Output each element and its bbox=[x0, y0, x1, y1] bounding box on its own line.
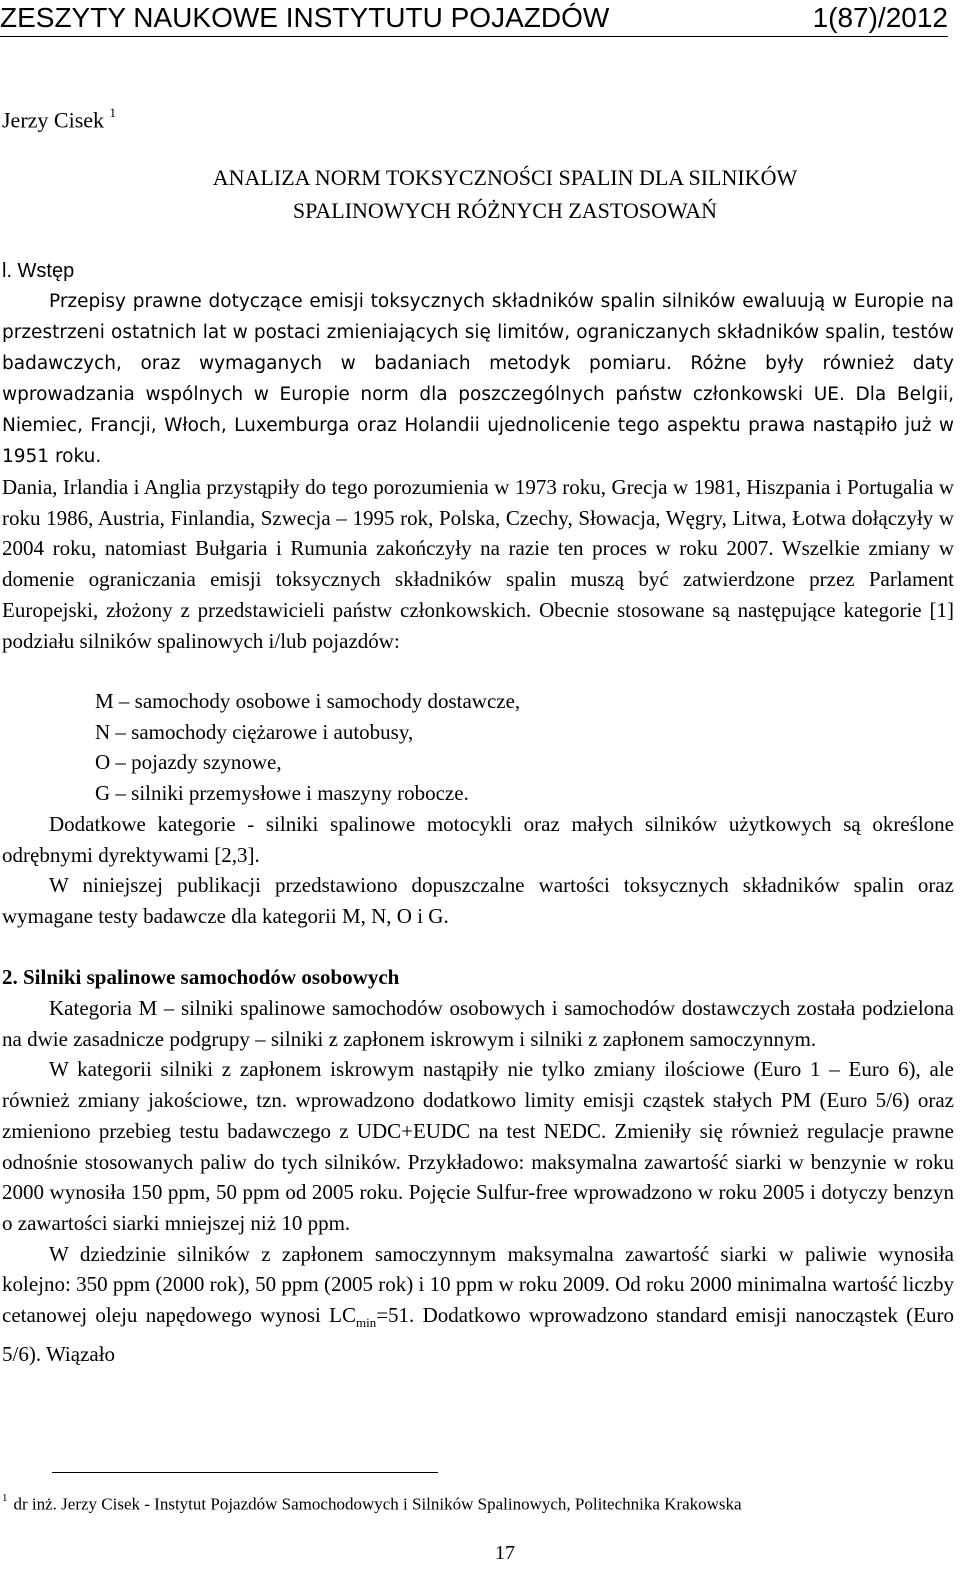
page-number: 17 bbox=[495, 1542, 515, 1564]
list-item: N – samochody ciężarowe i autobusy, bbox=[95, 719, 414, 744]
journal-issue: 1(87)/2012 bbox=[812, 2, 948, 33]
paragraph-text-part: =51. Dodatkowo wprowadzono standard emisji nanocząstek (Euro 5/6). Wiązało bbox=[2, 1303, 954, 1366]
category-list bbox=[95, 686, 520, 809]
paragraph-text: Dania, Irlandia i Anglia przystąpiły do tego porozumienia w 1973 roku, Grecja w 1981, Hiszpania i Portugalia w roku 1986, Austria, Finlandia, Szwecja – 1995 rok, Polska, Czechy, Słowacja, Węgry, Litwa, Łotwa dołączyły w 2004 roku, natomiast Bułgaria i Rumunia zakończyły na razie ten proces w roku 2007. Wszelkie zmiany w domenie ograniczania emisji toksycznych składników spalin muszą być zatwierdzone przez Parlament Europejski, złożony z przedstawicieli państw członkowskich. Obecnie stosowane są następujące kategorie [1] podziału silników spalinowych i/lub pojazdów: bbox=[2, 475, 954, 653]
list-item: O – pojazdy szynowe, bbox=[95, 750, 282, 775]
paragraph-text: W niniejszej publikacji przedstawiono dopuszczalne wartości toksycznych składników spalin oraz wymagane testy badawcze dla kategorii M, N, O i G. bbox=[2, 873, 954, 929]
paragraph-text: W kategorii silniki z zapłonem iskrowym nastąpiły nie tylko zmiany ilościowe (Euro 1 – Euro 6), ale również zmiany jakościowe, tzn. wprowadzono dodatkowo limity emisji cząstek stałych PM (Euro 5/6) oraz zmieniono przebieg testu badawczego z UDC+EUDC na test NEDC. Zmieniły się również regulacje prawne odnośnie stosowanych paliw do tych silników. Przykładowo: maksymalna zawartość siarki w benzynie w roku 2000 wynosiła 150 ppm, 50 ppm od 2005 roku. Pojęcie Sulfur-free wprowadzono w roku 2005 i dotyczy benzyn o zawartości siarki mniejszej niż 10 ppm. bbox=[2, 1057, 954, 1235]
paragraph-text: Kategoria M – silniki spalinowe samochodów osobowych i samochodów dostawczych została podzielona na dwie zasadnicze podgrupy – silniki z zapłonem iskrowym i silniki z zapłonem samoczynnym. bbox=[2, 996, 954, 1051]
paper-title bbox=[0, 161, 960, 227]
footnote-separator bbox=[52, 1472, 438, 1473]
section-2-body bbox=[2, 993, 954, 1370]
author-line bbox=[2, 100, 116, 135]
subscript: min bbox=[355, 1315, 377, 1331]
paragraph-text: Przepisy prawne dotyczące emisji toksycznych składników spalin silników ewaluują w Europie na przestrzeni ostatnich lat w postaci zmieniających się limitów, ograniczanych składników spalin, testów badawczych, oraz wymaganych w badaniach metodyk pomiaru. Różne były również daty wprowadzania wspólnych w Europie norm dla poszczególnych państw członkowski UE. Dla Belgii, Niemiec, Francji, Włoch, Luxemburga oraz Holandii ujednolicenie tego aspektu prawa nastąpiło już w 1951 roku. bbox=[2, 291, 954, 467]
section-1-paragraph-1-continued bbox=[2, 472, 954, 656]
section-1-heading: l. Wstęp bbox=[2, 260, 75, 282]
paragraph-text: Dodatkowe kategorie - silniki spalinowe motocykli oraz małych silników użytkowych są określone odrębnymi dyrektywami [2,3]. bbox=[2, 812, 954, 867]
author-footnote-mark: 1 bbox=[109, 105, 117, 120]
section-2-heading: 2. Silniki spalinowe samochodów osobowych bbox=[2, 965, 400, 989]
journal-title: ZESZYTY NAUKOWE INSTYTUTU POJAZDÓW bbox=[0, 2, 610, 33]
list-item: M – samochody osobowe i samochody dostawcze, bbox=[95, 689, 521, 713]
section-1-paragraphs-2-3 bbox=[2, 809, 954, 932]
paper-title-line-2: SPALINOWYCH RÓŻNYCH ZASTOSOWAŃ bbox=[292, 198, 718, 223]
section-1-paragraph-1 bbox=[2, 286, 954, 472]
paper-title-line-1: ANALIZA NORM TOKSYCZNOŚCI SPALIN DLA SILNIKÓW bbox=[212, 165, 798, 190]
paragraph-text-part: W dziedzinie silników z zapłonem samoczynnym maksymalna zawartość siarki w paliwie wynosiła kolejno: 350 ppm (2000 rok), 50 ppm (2005 rok) i 10 ppm w roku 2009. Od roku 2000 minimalna wartość liczby cetanowej oleju napędowego wynosi LC bbox=[2, 1241, 954, 1328]
journal-header bbox=[0, 0, 948, 37]
paragraph-text bbox=[2, 1239, 954, 1370]
list-item: G – silniki przemysłowe i maszyny robocze. bbox=[95, 781, 469, 806]
author-name: Jerzy Cisek bbox=[2, 107, 105, 133]
footnote-mark: 1 bbox=[2, 1492, 8, 1504]
footnote-text: dr inż. Jerzy Cisek - Instytut Pojazdów Samochodowych i Silników Spalinowych, Politechnika Krakowska bbox=[13, 1494, 742, 1514]
footnote bbox=[2, 1488, 742, 1517]
